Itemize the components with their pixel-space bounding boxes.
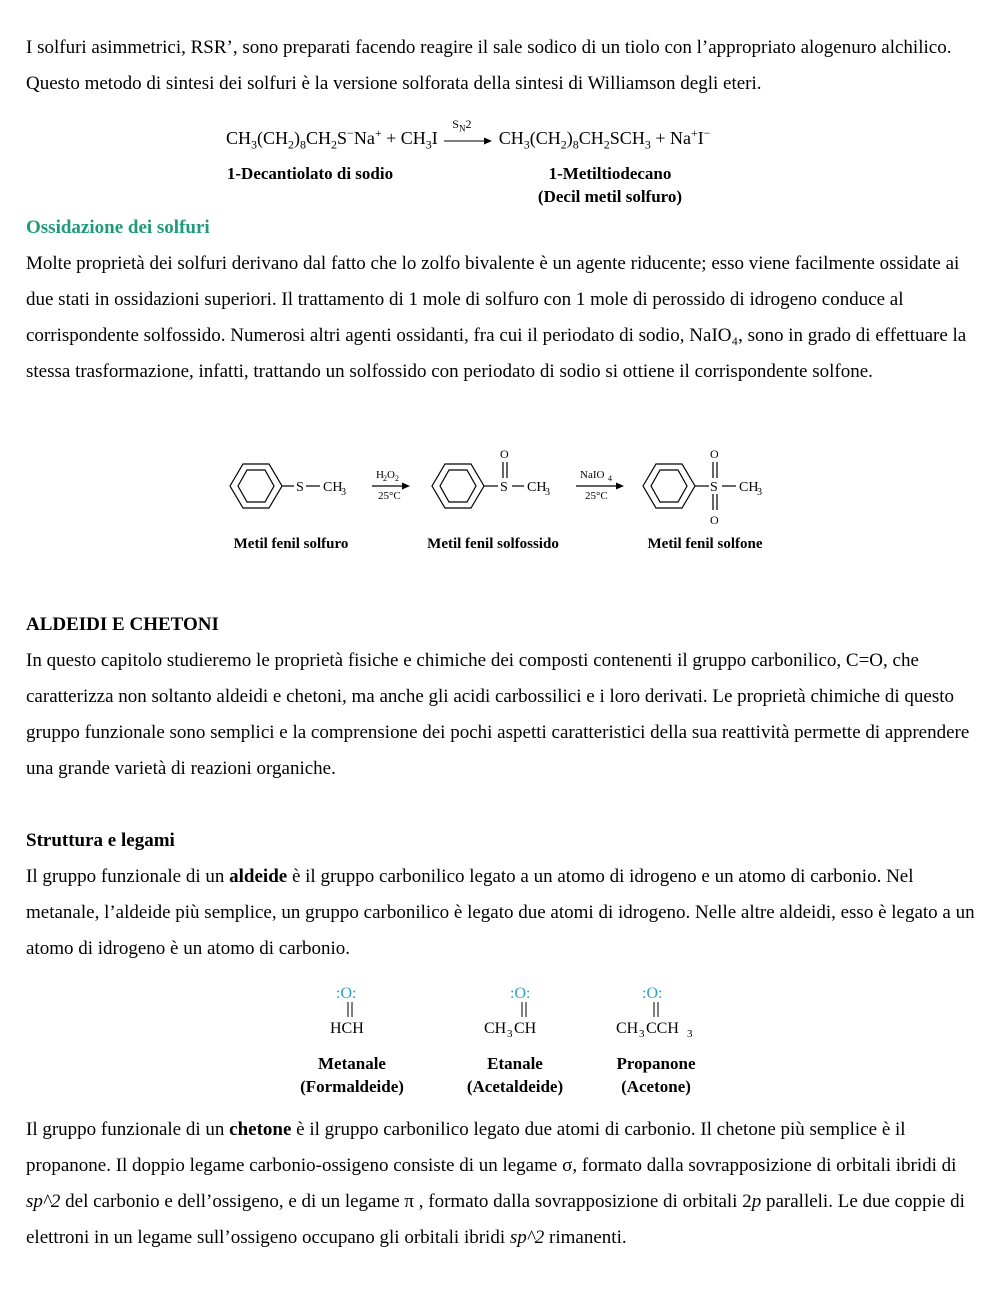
svg-text:3: 3 [507,1028,513,1040]
svg-text::O:: :O: [336,985,357,1002]
product-label: 1-Metiltiodecano [548,164,672,183]
svg-text:3: 3 [341,487,346,498]
section-text: Molte proprietà dei solfuri derivano dal fatto che lo zolfo bivalente è un agente riducente; esso viene facilmente ossidate ai due stati in ossidazioni superiori. Il trattamento di 1 mole di solfuro con 1 mole di perossido di idrogeno conduce al corrispondente solfossido. Numerosi altri agenti ossidanti, fra cui il periodato di sodio, NaIO₄, sono in grado di effettuare la stessa trasformazione, infatti, trattando un solfossido con periodato di sodio si ottiene il corrispondente solfone. [26,253,967,382]
svg-text:S: S [296,480,304,495]
svg-text:O: O [710,513,719,527]
svg-text:CH: CH [616,1020,639,1037]
svg-text:3: 3 [687,1028,693,1040]
svg-text:NaIO: NaIO [580,469,605,481]
compound-methanal: Metanale (Formaldeide) [300,1054,404,1096]
svg-text:S: S [500,480,508,495]
condition-temp-2: 25°C [585,490,608,502]
reaction-oxidation-scheme [0,440,1000,560]
carbonyl-structures [0,980,1000,1100]
intro-paragraph [26,30,976,102]
section-title: ALDEIDI E CHETONI [26,614,219,635]
svg-text:3: 3 [545,487,550,498]
section-aldehydes-ketones [26,607,976,787]
section-structure [26,823,976,967]
section-text: In questo capitolo studieremo le proprietà fisiche e chimiche dei composti contenenti il gruppo carbonilico, C=O, che caratterizza non soltanto aldeidi e chetoni, ma anche gli acidi carbossilici e i loro derivati. Le proprietà chimiche di questo gruppo funzionale sono semplici e la comprensione dei pochi aspetti caratteristici della sua reattività permette di apprendere una grande varietà di reazioni organiche. [26,650,970,779]
svg-text:3: 3 [757,487,762,498]
section-title: Ossidazione dei solfuri [26,217,210,238]
svg-text:CH: CH [527,480,547,495]
product-common-label: (Decil metil solfuro) [537,187,683,206]
svg-text:CH: CH [739,480,759,495]
ketone-paragraph [26,1112,976,1256]
svg-text:HCH: HCH [330,1020,364,1037]
reaction-arrow: $S_N2$ [444,131,492,149]
carbonyl-drawing [0,980,1000,1040]
svg-text:2: 2 [395,474,399,483]
condition-temp-1: 25°C [378,490,401,502]
section-oxidation [26,210,976,390]
reaction-decyl-methyl-sulfide [0,112,1000,212]
svg-text::O:: :O: [510,985,531,1002]
svg-text:4: 4 [608,474,612,483]
svg-text:H: H [376,469,384,481]
section-title: Struttura e legami [26,830,175,851]
svg-text:O: O [500,447,509,461]
svg-text:O: O [387,469,395,481]
svg-text::O:: :O: [642,985,663,1002]
section-text-ketone: Il gruppo funzionale di un chetone è il gruppo carbonilico legato due atomi di carbonio. Il chetone più semplice è il propanone. Il doppio legame carbonio-ossigeno consiste di un legame σ, formato dalla sovrapposizione di orbitali ibridi di sp^2 del carbonio e dell’ossigeno, e di un legame π , formato dalla sovrapposizione di orbitali 2p paralleli. Le due coppie di elettroni in un legame sull’ossigeno occupano gli orbitali ibridi sp^2 rimanenti. [26,1119,965,1248]
label-sulfone: Metil fenil solfone [647,536,763,552]
compound-propanone: Propanone (Acetone) [616,1054,696,1096]
intro-text: I solfuri asimmetrici, RSR’, sono preparati facendo reagire il sale sodico di un tiolo con l’appropriato alogenuro alchilico. Questo metodo di sintesi dei solfuri è la versione solforata della sintesi di Williamson degli eteri. [26,37,952,94]
label-sulfoxide: Metil fenil solfossido [427,536,559,552]
reaction1-equation: $CH_3(CH_2)_8CH_2S^-Na^+ + CH_3I$ $S_N2$ $CH_3(CH_2)_8CH_2SCH_3 + Na^+I^-$ [226,116,711,152]
svg-text:CCH: CCH [646,1020,679,1037]
section-text-aldehyde: Il gruppo funzionale di un aldeide è il gruppo carbonilico legato a un atomo di idrogeno e un atomo di carbonio. Nel metanale, l’aldeide più semplice, un gruppo carbonilico è legato due atomi di idrogeno. Nelle altre aldeidi, esso è legato a un atomo di idrogeno è un atomo di carbonio. [26,866,975,959]
svg-text:3: 3 [639,1028,645,1040]
svg-text:CH: CH [323,480,343,495]
svg-text:2: 2 [383,474,387,483]
label-sulfide: Metil fenil solfuro [233,536,349,552]
svg-text:CH: CH [484,1020,507,1037]
svg-text:CH: CH [514,1020,537,1037]
compound-ethanal: Etanale (Acetaldeide) [466,1054,564,1096]
svg-text:S: S [710,480,718,495]
svg-text:O: O [710,447,719,461]
reagent-label: 1-Decantiolato di sodio [226,164,394,183]
